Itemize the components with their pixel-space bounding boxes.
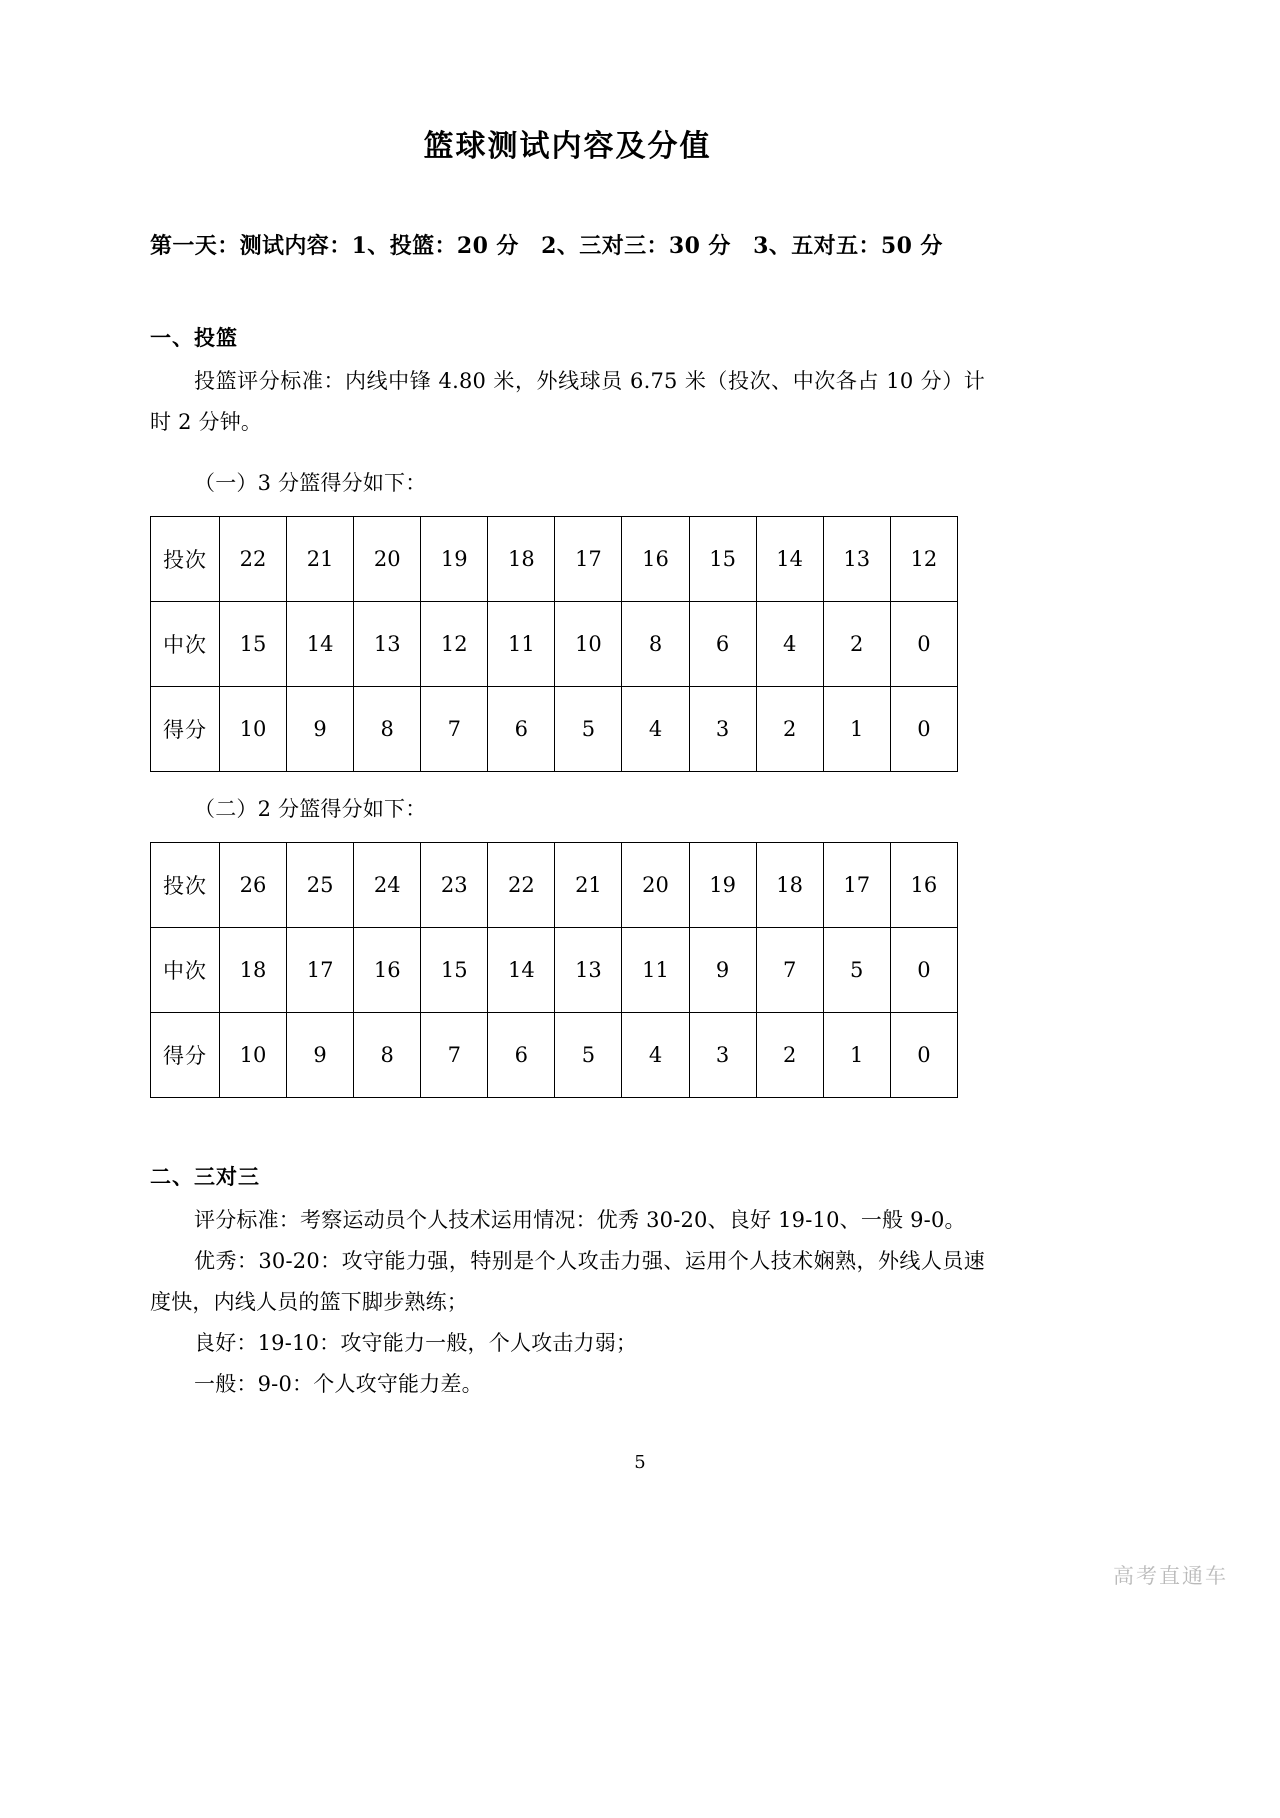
table-cell: 0 (890, 1013, 957, 1098)
section-heading-shooting: 一、投篮 (150, 325, 238, 350)
table-row (151, 517, 958, 602)
table-cell: 1 (823, 687, 890, 772)
table-cell: 15 (689, 517, 756, 602)
table-cell: 7 (421, 687, 488, 772)
table-cell: 0 (890, 928, 957, 1013)
table-cell: 19 (421, 517, 488, 602)
table-cell: 15 (220, 602, 287, 687)
table-cell: 11 (622, 928, 689, 1013)
table-cell: 5 (823, 928, 890, 1013)
table-cell: 0 (890, 602, 957, 687)
table-cell: 18 (220, 928, 287, 1013)
table-cell: 18 (756, 843, 823, 928)
shooting-criteria-paragraph: 投篮评分标准：内线中锋 4.80 米，外线球员 6.75 米（投次、中次各占 10 分）计时 2 分钟。 (150, 368, 985, 434)
two-point-score-table (150, 842, 958, 1098)
table-cell: 6 (488, 1013, 555, 1098)
table-cell: 23 (421, 843, 488, 928)
table-cell: 7 (421, 1013, 488, 1098)
page-title: 篮球测试内容及分值 (423, 129, 712, 164)
table-cell: 15 (421, 928, 488, 1013)
table-cell: 1 (823, 1013, 890, 1098)
watermark-label: 高考直通车 (1113, 1564, 1228, 1588)
level-good-paragraph: 良好：19-10：攻守能力一般，个人攻击力弱； (194, 1330, 638, 1355)
level-excellent-paragraph: 优秀：30-20：攻守能力强，特别是个人攻击力强、运用个人技术娴熟，外线人员速度快，内线人员的篮下脚步熟练； (150, 1248, 985, 1314)
table-row (151, 928, 958, 1013)
row-label: 中次 (151, 928, 220, 1013)
table-cell: 17 (287, 928, 354, 1013)
table-row (151, 602, 958, 687)
table-cell: 16 (890, 843, 957, 928)
table-cell: 7 (756, 928, 823, 1013)
table-cell: 9 (287, 687, 354, 772)
table-cell: 4 (622, 687, 689, 772)
table-cell: 4 (622, 1013, 689, 1098)
table-cell: 10 (220, 1013, 287, 1098)
table-cell: 13 (823, 517, 890, 602)
two-point-table-caption: （二）2 分篮得分如下： (194, 797, 427, 822)
section-heading-three-on-three: 二、三对三 (150, 1164, 260, 1190)
row-label: 得分 (151, 687, 220, 772)
table-cell: 5 (555, 1013, 622, 1098)
row-label: 投次 (151, 843, 220, 928)
table-cell: 12 (890, 517, 957, 602)
table-cell: 9 (287, 1013, 354, 1098)
row-label: 得分 (151, 1013, 220, 1098)
level-average-paragraph: 一般：9-0：个人攻守能力差。 (194, 1371, 483, 1396)
table-cell: 21 (287, 517, 354, 602)
table-cell: 8 (354, 1013, 421, 1098)
table-cell: 22 (488, 843, 555, 928)
row-label: 投次 (151, 517, 220, 602)
table-row (151, 843, 958, 928)
table-cell: 8 (354, 687, 421, 772)
table-cell: 26 (220, 843, 287, 928)
table-cell: 14 (287, 602, 354, 687)
three-point-table-caption: （一）3 分篮得分如下： (194, 471, 427, 496)
table-cell: 0 (890, 687, 957, 772)
table-cell: 20 (354, 517, 421, 602)
table-cell: 13 (555, 928, 622, 1013)
table-row (151, 1013, 958, 1098)
table-cell: 16 (622, 517, 689, 602)
table-cell: 21 (555, 843, 622, 928)
page-number: 5 (634, 1452, 646, 1473)
table-cell: 17 (555, 517, 622, 602)
table-cell: 2 (756, 1013, 823, 1098)
table-cell: 12 (421, 602, 488, 687)
table-cell: 14 (488, 928, 555, 1013)
table-cell: 2 (756, 687, 823, 772)
table-cell: 3 (689, 1013, 756, 1098)
table-cell: 20 (622, 843, 689, 928)
table-cell: 4 (756, 602, 823, 687)
table-cell: 16 (354, 928, 421, 1013)
three-on-three-criteria-paragraph: 评分标准：考察运动员个人技术运用情况：优秀 30-20、良好 19-10、一般 9-0。 (194, 1207, 966, 1232)
table-row (151, 687, 958, 772)
table-cell: 14 (756, 517, 823, 602)
table-cell: 17 (823, 843, 890, 928)
table-cell: 25 (287, 843, 354, 928)
table-cell: 11 (488, 602, 555, 687)
table-cell: 3 (689, 687, 756, 772)
three-point-score-table (150, 516, 958, 772)
table-cell: 2 (823, 602, 890, 687)
table-cell: 24 (354, 843, 421, 928)
table-cell: 22 (220, 517, 287, 602)
table-cell: 8 (622, 602, 689, 687)
document-content (150, 0, 985, 1405)
table-cell: 18 (488, 517, 555, 602)
table-cell: 5 (555, 687, 622, 772)
table-cell: 6 (488, 687, 555, 772)
table-cell: 13 (354, 602, 421, 687)
test-overview-line: 第一天：测试内容：1、投篮：20 分 2、三对三：30 分 3、五对五：50 分 (150, 233, 943, 259)
table-cell: 10 (555, 602, 622, 687)
table-cell: 6 (689, 602, 756, 687)
table-cell: 10 (220, 687, 287, 772)
table-cell: 9 (689, 928, 756, 1013)
table-cell: 19 (689, 843, 756, 928)
row-label: 中次 (151, 602, 220, 687)
